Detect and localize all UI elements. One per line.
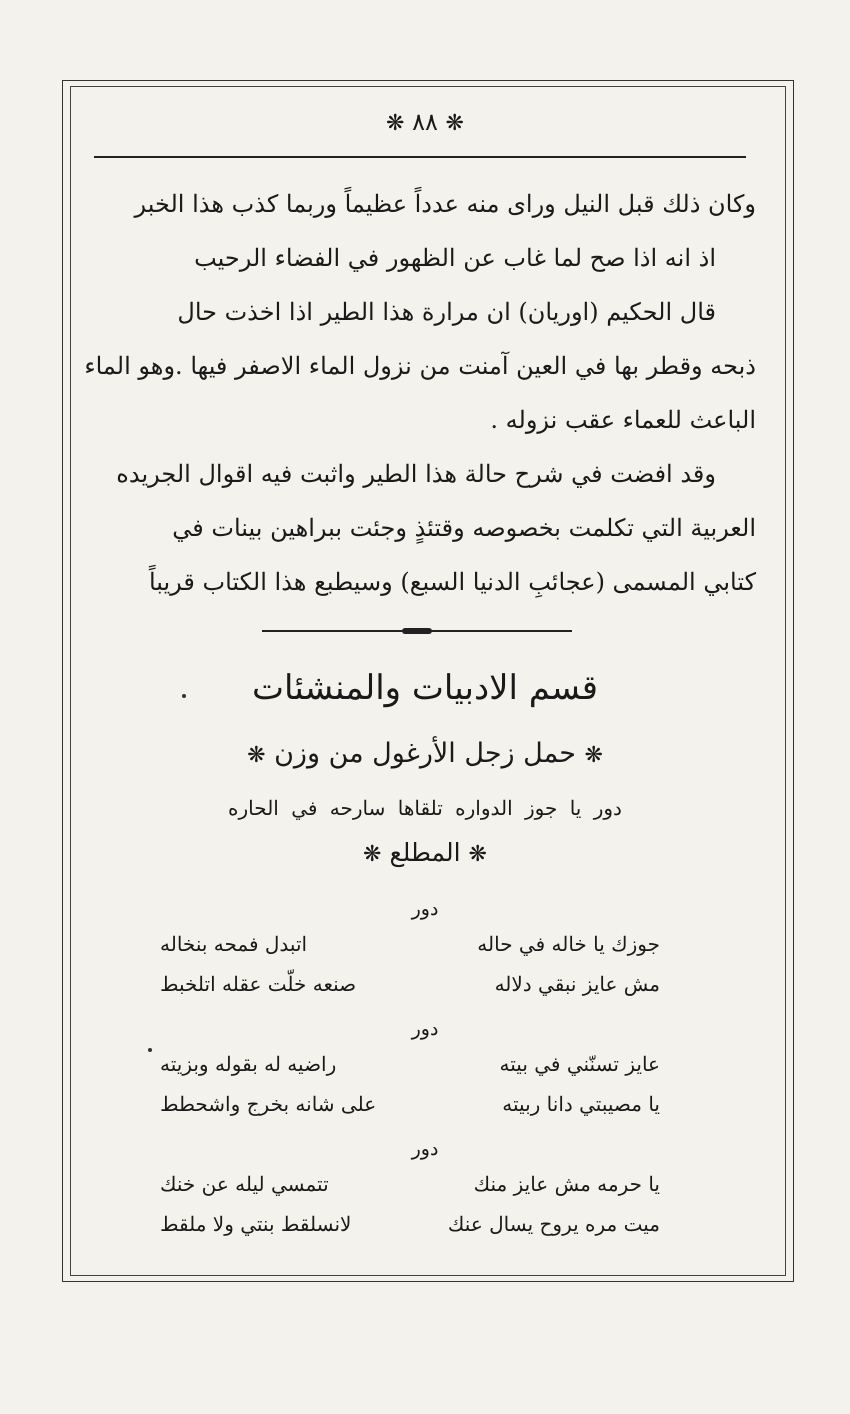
- verse-line: [160, 1092, 660, 1116]
- ornament-icon: ❋: [363, 842, 382, 867]
- prose-line: الباعث للعماء عقب نزوله .: [490, 406, 756, 434]
- hemistich: اتبدل فمحه بنخاله: [160, 932, 308, 956]
- hemistich: تتمسي ليله عن خنك: [160, 1172, 329, 1196]
- hemistich: مش عايز نبقي دلاله: [494, 972, 660, 996]
- ornament-icon: ❋: [468, 842, 487, 867]
- ornament-icon: ❋: [584, 743, 603, 768]
- hemistich: يا حرمه مش عايز منك: [473, 1172, 660, 1196]
- hemistich: يا مصيبتي دانا ربيته: [502, 1092, 660, 1116]
- dawr-label: دور: [411, 898, 439, 920]
- ink-dot: [148, 1048, 152, 1052]
- verse-line: [160, 932, 660, 956]
- ornament-icon: ❋: [386, 111, 405, 136]
- verse-line: [160, 1052, 660, 1076]
- verse-line: [160, 1172, 660, 1196]
- page-number: ٨٨: [412, 108, 438, 136]
- hemistich: على شانه بخرج واشحطط: [160, 1092, 377, 1116]
- hemistich: راضيه له بقوله وبزيته: [160, 1052, 337, 1076]
- verse-line: [160, 1212, 660, 1236]
- sub-heading-text: حمل زجل الأرغول من وزن: [274, 738, 576, 769]
- ornament-icon: ❋: [247, 743, 266, 768]
- hemistich: ميت مره يروح يسال عنك: [447, 1212, 660, 1236]
- hemistich: لانسلقط بنتي ولا ملقط: [160, 1212, 352, 1236]
- prose-line: اذ انه اذا صح لما غاب عن الظهور في الفضاء الرحيب: [194, 244, 716, 272]
- verse-line: [160, 972, 660, 996]
- opening-text: المطلع: [389, 838, 461, 867]
- prose-line: قال الحكيم (اوريان) ان مرارة هذا الطير اذا اخذت حال: [177, 298, 716, 326]
- section-title: قسم الادبيات والمنشئات: [252, 668, 598, 708]
- prose-line: كتابي المسمى (عجائبِ الدنيا السبع) وسيطبع هذا الكتاب قريباً: [148, 568, 756, 596]
- intro-line: دور يا جوز الدواره تلقاها سارحه في الحاره: [228, 796, 622, 820]
- ornament-icon: ❋: [445, 111, 464, 136]
- sub-heading: [0, 738, 850, 769]
- prose-line: العربية التي تكلمت بخصوصه وقتئذٍ وجئت ببراهين بينات في: [172, 514, 756, 542]
- prose-line: وكان ذلك قبل النيل وراى منه عدداً عظيماً وربما كذب هذا الخبر: [134, 190, 756, 218]
- hemistich: صنعه خلّت عقله اتلخبط: [160, 972, 357, 996]
- prose-line: وقد افضت في شرح حالة هذا الطير واثبت فيه اقوال الجريده: [116, 460, 716, 488]
- prose-line: ذبحه وقطر بها في العين آمنت من نزول الماء الاصفر فيها .وهو الماء: [84, 352, 756, 380]
- page-number-header: [0, 108, 850, 136]
- hemistich: جوزك يا خاله في حاله: [477, 932, 660, 956]
- section-divider: [262, 630, 572, 632]
- opening-heading: [0, 838, 850, 867]
- dawr-label: دور: [411, 1138, 439, 1160]
- hemistich: عايز تسنّني في بيته: [499, 1052, 660, 1076]
- dawr-label: دور: [411, 1018, 439, 1040]
- header-rule: [94, 156, 746, 158]
- ink-dot: [182, 694, 186, 698]
